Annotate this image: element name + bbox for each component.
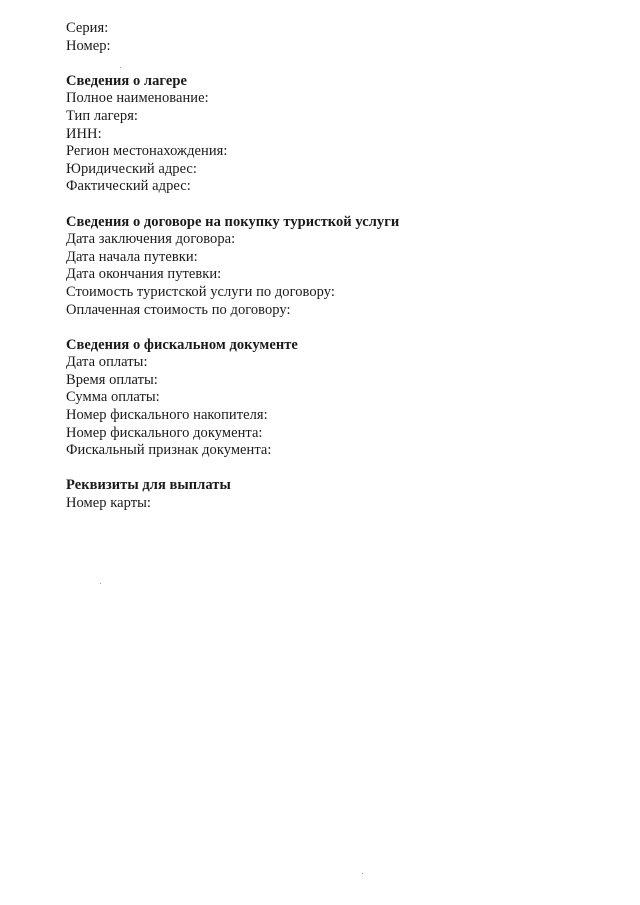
camp-info-section xyxy=(66,73,606,196)
field-label: Полное наименование: xyxy=(66,90,209,107)
field-label: Юридический адрес: xyxy=(66,160,197,177)
field-label: Оплаченная стоимость по договору: xyxy=(66,301,291,318)
field-label: Фискальный признак документа: xyxy=(66,442,272,459)
scan-speck xyxy=(100,583,101,584)
camp-info-title: Сведения о лагере xyxy=(66,72,187,89)
field-label: Номер фискального документа: xyxy=(66,424,263,441)
field-label: Тип лагеря: xyxy=(66,107,139,124)
passport-block xyxy=(66,20,606,55)
field-label: Дата оплаты: xyxy=(66,354,148,371)
payout-details-title: Реквизиты для выплаты xyxy=(66,477,231,494)
field-label: Дата начала путевки: xyxy=(66,248,198,265)
contract-info-section xyxy=(66,214,606,320)
field-label: Номер фискального накопителя: xyxy=(66,407,268,424)
scan-speck xyxy=(362,873,363,874)
number-field-label: Номер: xyxy=(66,37,111,54)
field-label: Регион местонахождения: xyxy=(66,143,228,160)
scan-speck xyxy=(120,67,121,68)
field-label: Сумма оплаты: xyxy=(66,389,160,406)
fiscal-document-title: Сведения о фискальном документе xyxy=(66,336,298,353)
payout-details-section xyxy=(66,477,606,512)
field-label: Время оплаты: xyxy=(66,371,158,388)
field-label: Дата заключения договора: xyxy=(66,231,236,248)
field-label: Фактический адрес: xyxy=(66,178,191,195)
fiscal-document-section xyxy=(66,337,606,460)
document-page xyxy=(66,20,606,513)
contract-info-title: Сведения о договоре на покупку туристкой услуги xyxy=(66,213,400,230)
series-field-label: Серия: xyxy=(66,20,109,36)
field-label: Стоимость туристской услуги по договору: xyxy=(66,283,335,300)
card-number-field-label: Номер карты: xyxy=(66,495,151,512)
field-label: ИНН: xyxy=(66,125,102,142)
field-label: Дата окончания путевки: xyxy=(66,266,222,283)
